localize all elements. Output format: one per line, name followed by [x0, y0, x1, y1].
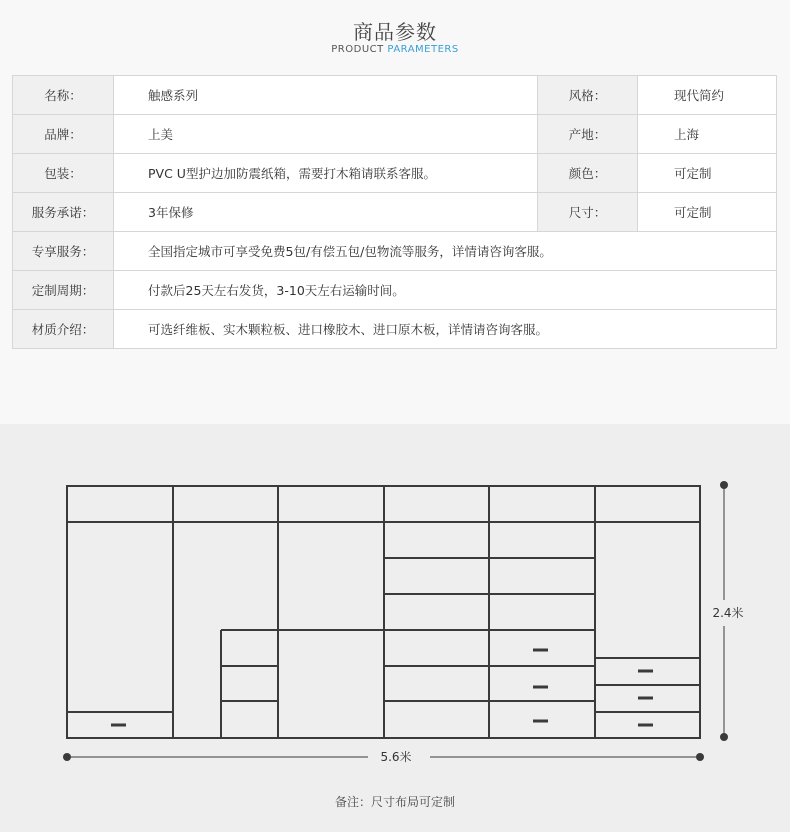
width-dot-right: [696, 753, 704, 761]
height-label: 2.4米: [712, 606, 744, 620]
height-dot-top: [720, 481, 728, 489]
origin-value: 上海: [638, 115, 777, 154]
wardrobe-diagram: [0, 424, 790, 832]
service-value: 3年保修: [114, 193, 538, 232]
parameters-table: [12, 75, 777, 349]
style-value: 现代简约: [638, 76, 777, 115]
footnote: 备注：尺寸布局可定制: [334, 795, 455, 809]
height-dot-bottom: [720, 733, 728, 741]
table-row: [13, 115, 777, 154]
name-value: 触感系列: [114, 76, 538, 115]
table-row: [13, 154, 777, 193]
width-dot-left: [63, 753, 71, 761]
exclusive-label: 专享服务：: [13, 232, 114, 271]
width-label: 5.6米: [380, 750, 412, 764]
size-value: 可定制: [638, 193, 777, 232]
color-label: 颜色：: [538, 154, 638, 193]
table-row: [13, 310, 777, 349]
style-label: 风格：: [538, 76, 638, 115]
wardrobe-outline: [67, 486, 700, 738]
drawer-handles: [111, 650, 653, 725]
color-value: 可定制: [638, 154, 777, 193]
brand-label: 品牌：: [13, 115, 114, 154]
table-row: [13, 232, 777, 271]
table-row: [13, 193, 777, 232]
table-row: [13, 76, 777, 115]
package-label: 包装：: [13, 154, 114, 193]
name-label: 名称：: [13, 76, 114, 115]
material-value: 可选纤维板、实木颗粒板、进口橡胶木、进口原木板，详情请咨询客服。: [114, 310, 777, 349]
size-label: 尺寸：: [538, 193, 638, 232]
period-label: 定制周期：: [13, 271, 114, 310]
package-value: PVC U型护边加防震纸箱，需要打木箱请联系客服。: [114, 154, 538, 193]
section-title: 商品参数: [353, 20, 437, 44]
diagram-section: [0, 424, 790, 832]
period-value: 付款后25天左右发货，3-10天左右运输时间。: [114, 271, 777, 310]
service-label: 服务承诺：: [13, 193, 114, 232]
brand-value: 上美: [114, 115, 538, 154]
exclusive-value: 全国指定城市可享受免费5包/有偿五包/包物流等服务，详情请咨询客服。: [114, 232, 777, 271]
section-subtitle: [0, 44, 790, 55]
subtitle-accent: PARAMETERS: [387, 44, 459, 55]
origin-label: 产地：: [538, 115, 638, 154]
table-row: [13, 271, 777, 310]
subtitle-prefix: PRODUCT: [331, 44, 384, 55]
material-label: 材质介绍：: [13, 310, 114, 349]
